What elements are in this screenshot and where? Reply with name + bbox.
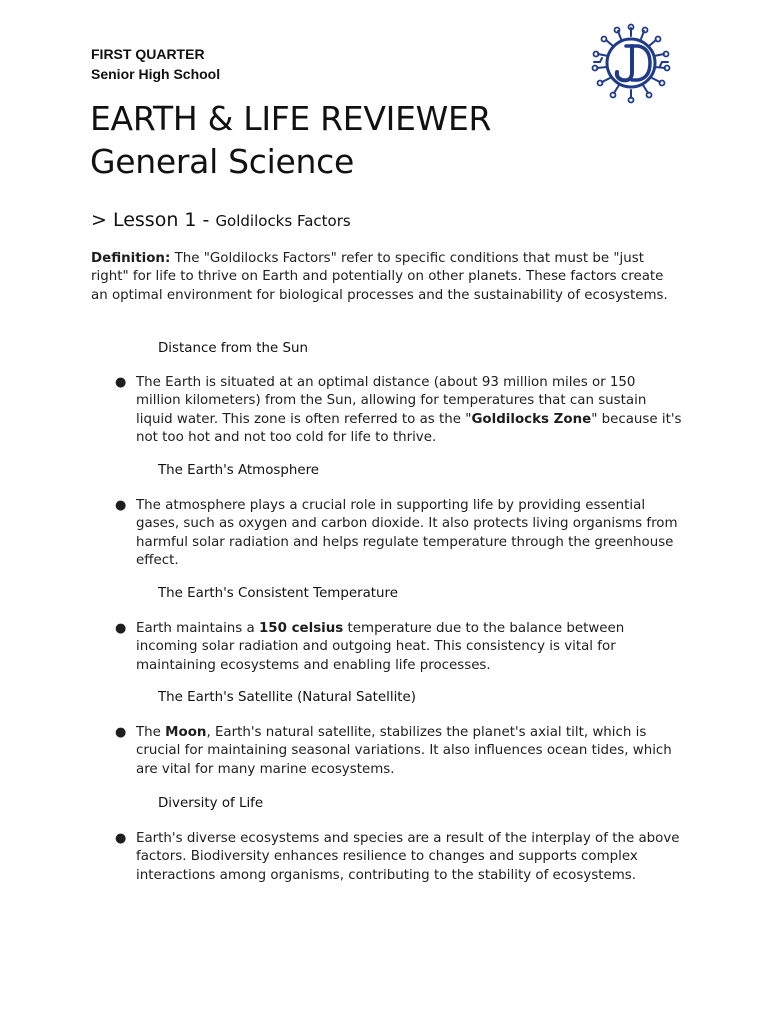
bullet-text: The Earth is situated at an optimal distance (about 93 million miles or 150 million kilometers) from the Sun, allowing for temperatures that can sustain liquid water. This zone is often referred to as the " [136,375,647,427]
section-heading-diversity: Diversity of Life [158,796,264,811]
bullet-text: , Earth's natural satellite, stabilizes the planet's axial tilt, which is crucial for maintaining seasonal variations. It also influences ocean tides, which are vital for many marine ecosystems. [136,725,672,777]
bullet-atmosphere [115,497,684,570]
bullet-dot-icon: ● [115,831,127,846]
bullet-text: Earth's diverse ecosystems and species are a result of the interplay of the above factors. Biodiversity enhances resilience to changes and supports complex interactions among organisms, contributing to the stability of ecosystems. [136,831,680,883]
school-level-label: Senior High School [91,66,221,82]
section-heading-distance: Distance from the Sun [158,341,308,356]
bullet-distance [115,374,684,447]
bullet-text: The [136,725,166,740]
bullet-text: " because it's not too hot and not too cold for life to thrive. [136,411,682,445]
bullet-text: The atmosphere plays a crucial role in supporting life by providing essential gases, such as oxygen and carbon dioxide. It also protects living organisms from harmful solar radiation and helps regulate temperature through the greenhouse effect. [136,498,678,568]
bullet-text: temperature due to the balance between incoming solar radiation and outgoing heat. This consistency is vital for maintaining ecosystems and enabling life processes. [136,621,625,673]
bullet-text: Earth maintains a [136,621,259,636]
definition-text: The "Goldilocks Factors" refer to specific conditions that must be "just right" for life to thrive on Earth and potentially on other planets. These factors create an optimal environment for biological processes and the sustainability of ecosystems. [91,251,668,303]
definition-paragraph [91,250,681,305]
section-heading-satellite: The Earth's Satellite (Natural Satellite) [158,690,417,705]
definition-label: Definition: [91,251,171,266]
section-heading-temperature: The Earth's Consistent Temperature [158,586,398,601]
lesson-prefix: > Lesson 1 - [91,209,216,231]
quarter-label: FIRST QUARTER [91,46,205,62]
section-heading-atmosphere: The Earth's Atmosphere [158,463,320,478]
bullet-dot-icon: ● [115,498,127,513]
bullet-satellite [115,724,684,779]
bullet-diversity [115,830,684,885]
page-title: EARTH & LIFE REVIEWER [90,99,492,138]
jd-circuit-logo-icon [588,22,674,104]
bullet-emphasis: Moon [165,725,207,740]
bullet-emphasis: 150 celsius [258,621,344,636]
bullet-dot-icon: ● [115,725,127,740]
bullet-dot-icon: ● [115,375,127,390]
document-header [91,44,220,84]
bullet-temperature [115,620,684,675]
bullet-dot-icon: ● [115,621,127,636]
bullet-emphasis: Goldilocks Zone [471,411,592,427]
lesson-heading [91,209,351,231]
page-subtitle: General Science [90,142,354,181]
lesson-name: Goldilocks Factors [215,212,351,230]
